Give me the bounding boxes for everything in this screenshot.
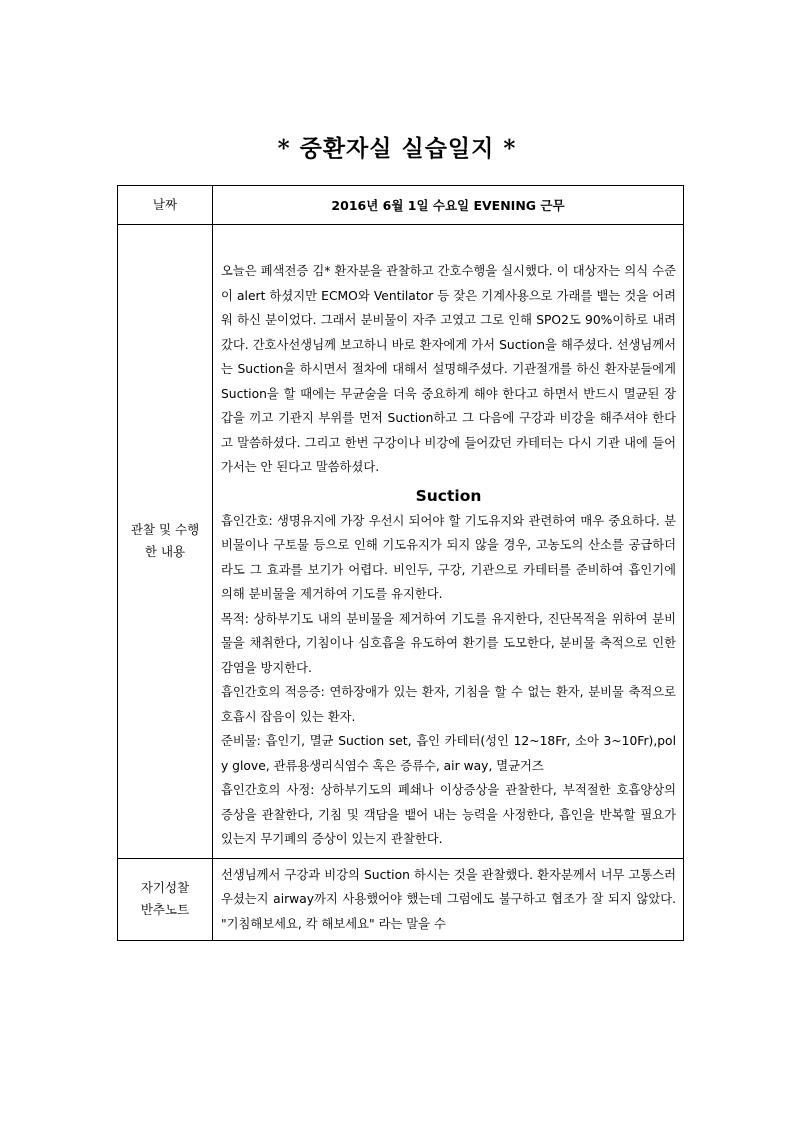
reflection-label (118, 858, 213, 940)
suction-paragraph: 흡인간호: 생명유지에 가장 우선시 되어야 할 기도유지와 관련하여 매우 중요하다. 분비물이나 구토물 등으로 인해 기도유지가 되지 않을 경우, 고농도의 산소를 공급하더라도 그 효과를 보기가 어렵다. 비인두, 구강, 기관으로 카테터를 준비하여 흡인기에 의해 분비물을 제거하여 기도를 유지한다. (221, 513, 676, 601)
reflection-content (213, 858, 684, 940)
observation-intro: 오늘은 폐색전증 김* 환자분을 관찰하고 간호수행을 실시했다. 이 대상자는 의식 수준이 alert 하셨지만 ECMO와 Ventilator 등 잦은 기계사용으로 가래를 뱉는 것을 어려워 하신 분이었다. 그래서 분비물이 자주 고였고 그로 인해 SPO2도 90%이하로 내려갔다. 간호사선생님께 보고하니 바로 환자에게 가서 Suction을 해주셨다. 선생님께서는 Suction을 하시면서 절차에 대해서 설명해주셨다. 기관절개를 하신 환자분들에게 Suction을 할 때에는 무균술을 더욱 중요하게 해야 한다고 하면서 반드시 멸균된 장갑을 끼고 기관지 부위를 먼저 Suction하고 그 다음에 구강과 비강을 해주셔야 한다고 말씀하셨다. 그리고 한번 구강이나 비강에 들어갔던 카테터는 다시 기관 내에 들어가서는 안 된다고 말씀하셨다. (221, 264, 676, 474)
suction-paragraph: 목적: 상하부기도 내의 분비물을 제거하여 기도를 유지한다, 진단목적을 위하여 분비물을 채취한다, 기침이나 심호흡을 유도하여 환기를 도모한다, 분비물 축적으로 인한 감염을 방지한다. (221, 611, 676, 675)
suction-paragraph: 흡인간호의 적응증: 연하장애가 있는 환자, 기침을 할 수 없는 환자, 분비물 축적으로 호흡시 잡음이 있는 환자. (221, 685, 676, 724)
observation-label (118, 225, 213, 859)
reflection-row (118, 858, 684, 940)
reflection-label-text: 자기성찰 반추노트 (140, 880, 190, 917)
date-value: 2016년 6월 1일 수요일 EVENING 근무 (213, 186, 684, 225)
date-row (118, 186, 684, 225)
observation-row (118, 225, 684, 859)
date-label: 날짜 (118, 186, 213, 225)
observation-label-text: 관찰 및 수행한 내용 (130, 522, 200, 560)
suction-paragraph: 흡인간호의 사정: 상하부기도의 폐쇄나 이상증상을 관찰한다, 부적절한 호흡양상의 증상을 관찰한다, 기침 및 객담을 뱉어 내는 능력을 사정한다, 흡인을 반복할 필요가 있는지 무기폐의 증상이 있는지 관찰한다. (221, 783, 676, 846)
observation-content (213, 225, 684, 859)
reflection-text: 선생님께서 구강과 비강의 Suction 하시는 것을 관찰했다. 환자분께서 너무 고통스러우셨는지 airway까지 사용했어야 했는데 그럼에도 불구하고 협조가 잘 되지 않았다. "기침해보세요, 칵 해보세요" 라는 말을 수 (221, 867, 676, 931)
page-title: * 중환자실 실습일지 * (277, 135, 517, 162)
suction-heading: Suction (415, 486, 482, 505)
suction-paragraph: 준비물: 흡인기, 멸균 Suction set, 흡인 카테터(성인 12~18Fr, 소아 3~10Fr),poly glove, 관류용생리식염수 혹은 증류수, air way, 멸균거즈 (221, 734, 676, 773)
practice-log-table (117, 185, 684, 941)
